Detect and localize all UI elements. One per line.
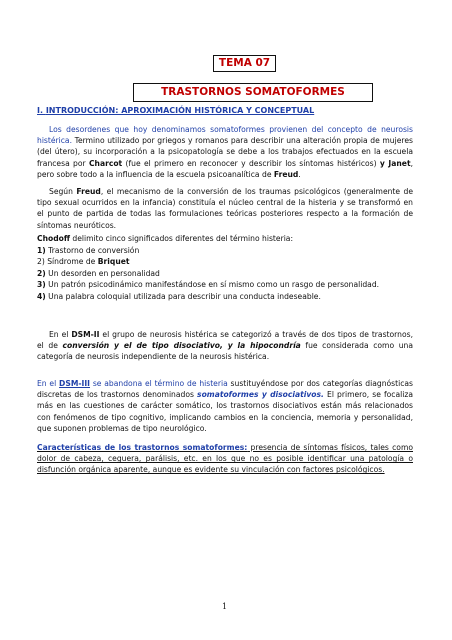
dsm-ii-emphasis: conversión y el de tipo disociativo, y la hipocondría [62,341,301,351]
list-item-number: 1) [37,246,46,255]
paragraph-dsm-ii-text-2: el grupo de neurosis histérica se categorizó a través de dos tipos de trastornos, el de [37,330,413,351]
topic-number-box: TEMA 07 [213,55,276,72]
author-briquet: Briquet [97,257,130,267]
author-chodoff: Chodoff [37,234,71,243]
paragraph-characteristics [37,442,413,476]
paragraph-dsm-ii [37,329,413,363]
hysteria-meanings-list [37,245,413,302]
paragraph-freud-text-2: , el mecanismo de la conversión de los traumas psicológicos (generalmente de tipo sexual ocurridos en la infancia) constituía el núcleo central de la histeria y se transformó en el punto de partida de todas las formulaciones teóricas posteriores respecto a la formación de síntomas neuróticos. [37,187,413,230]
section-title: INTRODUCCIÓN: APROXIMACIÓN HISTÓRICA Y CONCEPTUAL [45,106,315,115]
list-item-text: Un desorden en personalidad [45,268,160,278]
list-item-number: 2) [37,257,45,267]
paragraph-intro-text-1: Termino utilizado por griegos y romanos para describir una alteración propia de mujeres (del útero), su incorporación a la psicopatología se debe a los trabajos efectuados en la escuela francesa por [37,136,413,168]
list-item-number: 3) [37,280,46,290]
characteristics-text: presencia de síntomas físicos, tales como dolor de cabeza, ceguera, parálisis, etc. en los que no es posible identificar una patología o disfunción orgánica aparente, aunque es evidente su vinculación con factores psicológicos. [37,443,413,475]
author-freud-2: Freud [76,187,101,196]
paragraph-dsm-iii-text-1: sustituyéndose por dos categorías diagnósticas discretas de los trastornos denominados [37,379,413,400]
list-item-number: 2) [37,268,46,278]
list-item [37,291,413,302]
paragraph-chodoff [37,233,413,244]
list-item-text: Síndrome de [44,257,98,267]
list-item-text: Trastorno de conversión [45,246,140,255]
list-item [37,279,413,290]
topic-title-box: TRASTORNOS SOMATOFORMES [133,83,373,102]
section-number: I. [37,106,44,115]
author-freud: Freud [273,169,299,179]
list-item [37,256,413,267]
paragraph-dsm-ii-text-3: fue considerada como una categoría de neurosis independiente de la neurosis histérica. [37,341,413,362]
page-number: 1 [222,602,228,611]
dsm-ii-term: DSM-II [71,330,100,339]
paragraph-dsm-iii-lead-2: se abandona el término de histeria [90,379,228,388]
dsm-iii-term: DSM-III [59,379,91,388]
paragraph-intro [37,124,413,180]
list-item-text: Un patrón psicodinámico manifestándose en sí mismo como un rasgo de personalidad. [45,280,380,290]
paragraph-intro-text-3: , pero sobre todo a la influencia de la escuela psicoanalítica de [37,158,413,179]
author-janet: y Janet [379,158,411,168]
characteristics-label: Características de los trastornos somatoformes: [37,443,248,452]
paragraph-freud [37,186,413,231]
list-item-number: 4) [37,291,46,301]
dsm-iii-emphasis: somatoformes y disociativos. [197,390,324,400]
paragraph-chodoff-text: delimito cinco significados diferentes del término histeria: [70,234,294,243]
paragraph-dsm-ii-text-1: En el [49,330,72,339]
list-item-text: Una palabra coloquial utilizada para describir una conducta indeseable. [45,291,321,301]
paragraph-intro-end: . [298,169,301,179]
paragraph-dsm-iii-text-2: El primero, se focaliza más en las cuestiones de carácter somático, los trastornos disociativos están más relacionados con fenómenos de tipo cognitivo, implicando cambios en la conciencia, memoria y personalidad, que suponen problemas de tipo neurológico. [37,390,413,433]
list-item [37,245,413,256]
list-item [37,268,413,279]
paragraph-dsm-iii [37,378,413,434]
paragraph-intro-text-2: (fue el primero en reconocer y describir los síntomas histéricos) [122,158,380,168]
paragraph-freud-text-1: Según [49,187,77,196]
paragraph-dsm-iii-lead: En el [37,379,60,388]
paragraph-intro-lead: Los desordenes que hoy denominamos somatoformes provienen del concepto de neurosis histérica. [37,125,413,146]
section-heading [37,106,314,115]
author-charcot: Charcot [88,158,123,168]
